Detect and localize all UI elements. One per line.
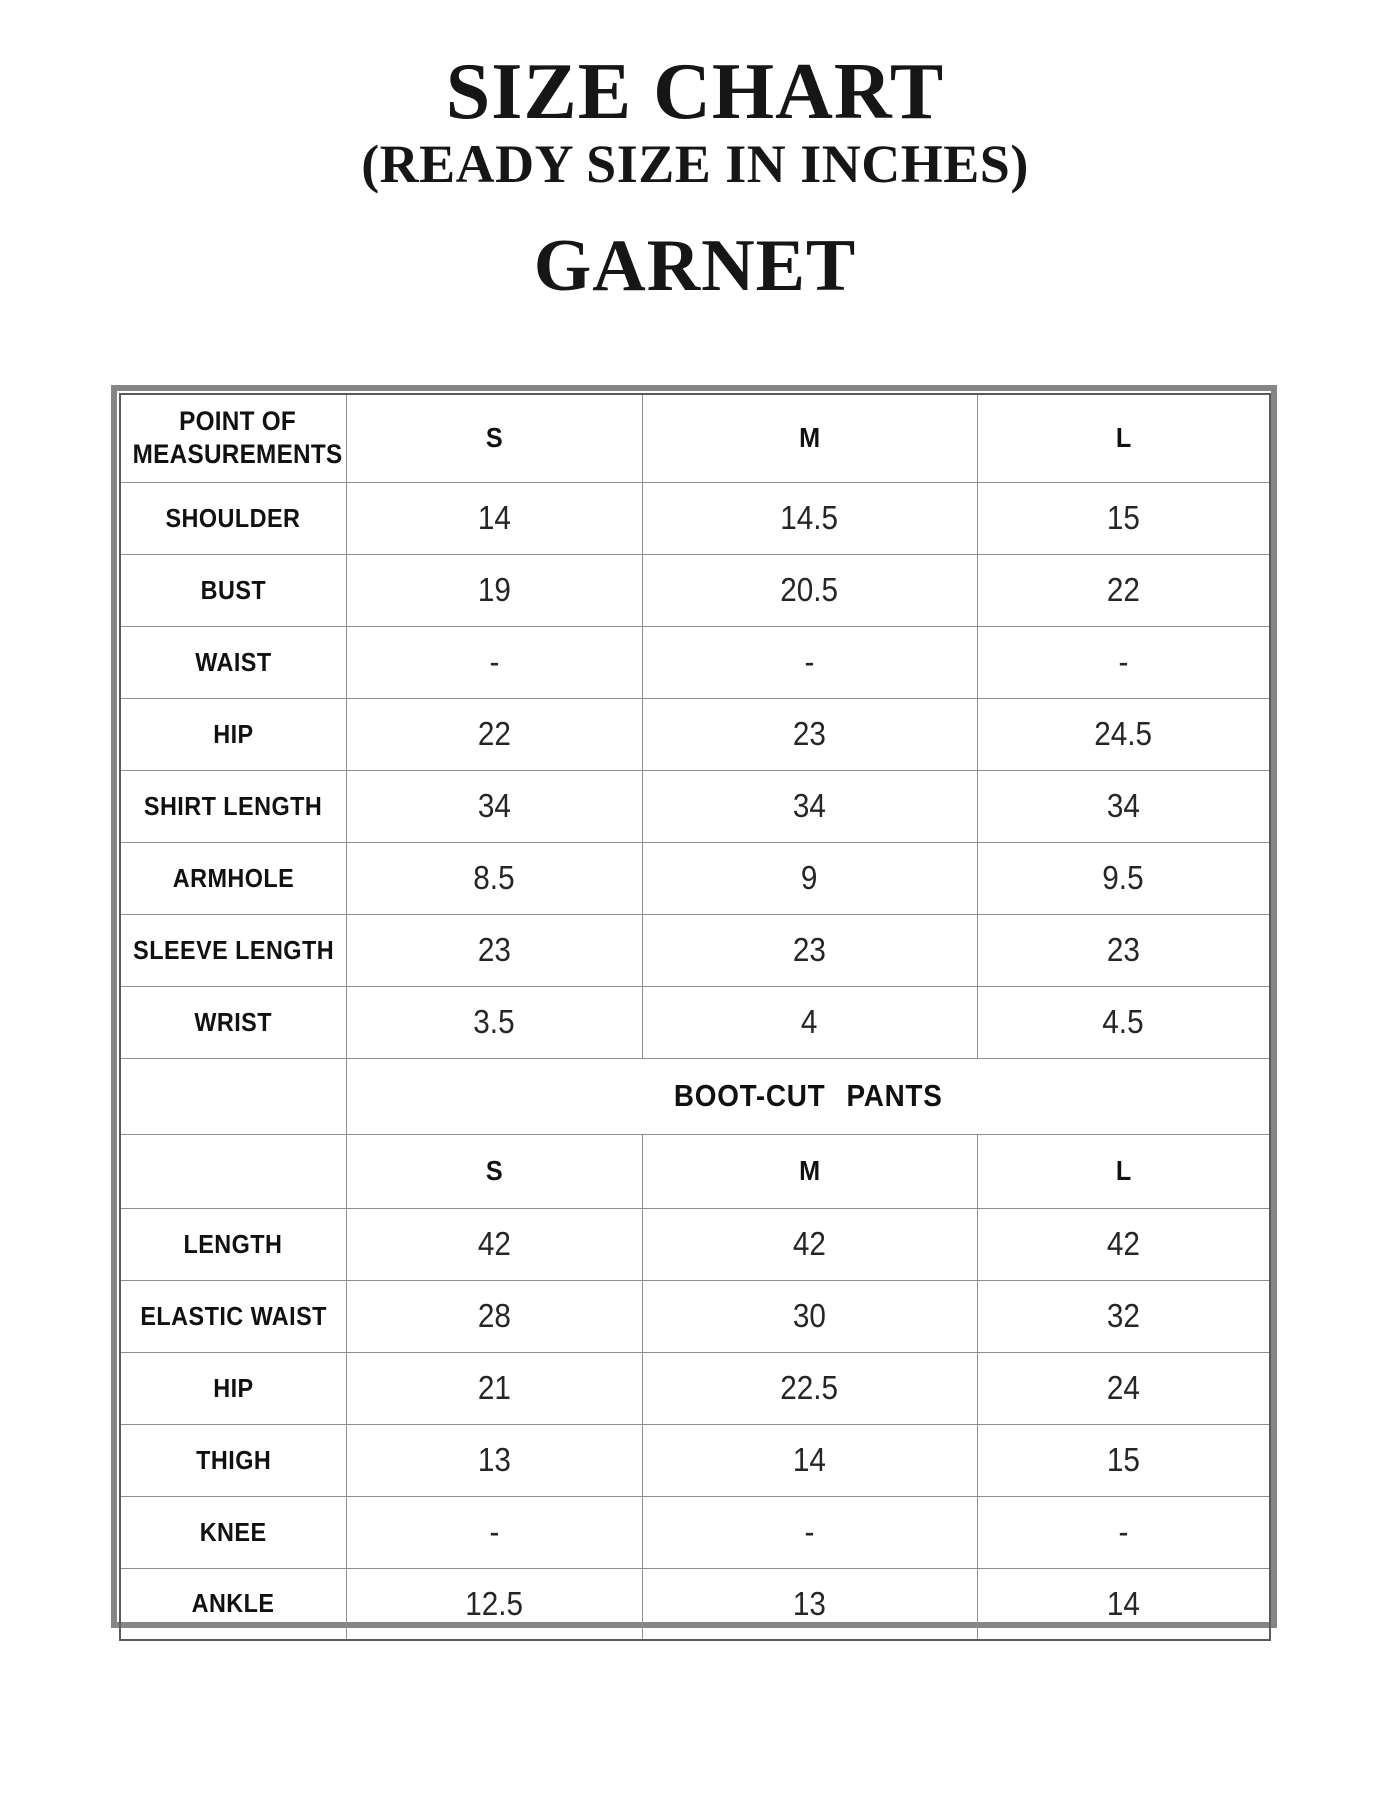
measurement-value: 24.5: [1094, 715, 1153, 752]
corner-header-cell: [120, 394, 346, 482]
pants-size-header-row: [120, 1134, 1270, 1208]
measurement-value: 9: [801, 859, 818, 896]
value-cell-l: [977, 842, 1270, 914]
measurement-label: ARMHOLE: [172, 862, 294, 893]
pants-section-body: [120, 1058, 1270, 1208]
measurement-value: 15: [1106, 1441, 1140, 1478]
value-cell-l: [977, 1424, 1270, 1496]
value-cell-m: [642, 1352, 977, 1424]
table-row: [120, 770, 1270, 842]
value-cell-m: [642, 1568, 977, 1640]
table-row: [120, 842, 1270, 914]
value-cell-m: [642, 986, 977, 1058]
pants-column-header-s-label: S: [485, 1155, 503, 1186]
value-cell-l: [977, 1352, 1270, 1424]
measurement-label-cell: [120, 626, 346, 698]
value-cell-s: [346, 1352, 642, 1424]
value-cell-m: [642, 482, 977, 554]
section-title-row: [120, 1058, 1270, 1134]
value-cell-s: [346, 914, 642, 986]
measurement-value: 23: [792, 715, 827, 752]
measurement-label-cell: [120, 1568, 346, 1640]
measurement-label: LENGTH: [183, 1228, 283, 1259]
column-header-l: [977, 394, 1270, 482]
measurement-label-cell: [120, 914, 346, 986]
corner-header-line1: POINT OF: [179, 406, 297, 437]
measurement-value: 15: [1106, 499, 1140, 536]
measurement-value: -: [804, 1513, 815, 1550]
table-row: [120, 482, 1270, 554]
value-cell-s: [346, 1496, 642, 1568]
value-cell-m: [642, 842, 977, 914]
column-header-m-label: M: [798, 422, 820, 454]
measurement-label: SHOULDER: [165, 502, 301, 533]
measurement-label: WRIST: [194, 1006, 273, 1037]
value-cell-m: [642, 698, 977, 770]
table-row: [120, 1424, 1270, 1496]
value-cell-m: [642, 1280, 977, 1352]
measurement-label: BUST: [200, 574, 267, 605]
pants-column-header-l-label: L: [1115, 1155, 1131, 1186]
table-row: [120, 1568, 1270, 1640]
value-cell-m: [642, 914, 977, 986]
measurement-value: 19: [477, 571, 511, 608]
measurement-label-cell: [120, 482, 346, 554]
measurement-value: 12.5: [465, 1584, 523, 1622]
pants-header-empty-cell: [120, 1134, 346, 1208]
measurement-label: KNEE: [199, 1516, 267, 1547]
measurement-value: 14: [1106, 1584, 1140, 1622]
measurement-value: 24: [1106, 1369, 1140, 1406]
measurement-label-cell: [120, 1208, 346, 1280]
value-cell-s: [346, 554, 642, 626]
measurement-value: 14: [477, 499, 511, 536]
measurement-label-cell: [120, 1280, 346, 1352]
measurement-label: SLEEVE LENGTH: [132, 934, 334, 965]
column-header-s: [346, 394, 642, 482]
size-table-frame: [111, 385, 1277, 1628]
pants-column-header-l: [977, 1134, 1270, 1208]
value-cell-s: [346, 1424, 642, 1496]
corner-header-label: [133, 405, 343, 471]
measurement-label: WAIST: [195, 646, 272, 677]
table-row: [120, 1352, 1270, 1424]
measurement-value: -: [804, 643, 815, 680]
value-cell-s: [346, 770, 642, 842]
measurement-value: 13: [792, 1584, 827, 1622]
measurement-value: 23: [477, 931, 511, 968]
table-row: [120, 1280, 1270, 1352]
page-subtitle: (READY SIZE IN INCHES): [361, 134, 1029, 194]
value-cell-l: [977, 554, 1270, 626]
column-header-l-label: L: [1115, 422, 1131, 454]
measurement-value: 14: [792, 1441, 827, 1478]
corner-header-line2: MEASUREMENTS: [132, 439, 343, 470]
size-table: [119, 393, 1271, 1641]
measurement-value: 22: [1106, 571, 1140, 608]
value-cell-l: [977, 770, 1270, 842]
measurement-value: 34: [792, 787, 827, 824]
section-title-label: BOOT-CUT PANTS: [673, 1078, 943, 1113]
measurement-label-cell: [120, 554, 346, 626]
product-name: GARNET: [533, 224, 857, 307]
value-cell-l: [977, 1568, 1270, 1640]
value-cell-l: [977, 986, 1270, 1058]
table-row: [120, 1496, 1270, 1568]
value-cell-s: [346, 626, 642, 698]
table-row: [120, 698, 1270, 770]
measurement-value: 23: [1106, 931, 1140, 968]
pants-column-header-m-label: M: [798, 1155, 820, 1186]
value-cell-s: [346, 698, 642, 770]
value-cell-s: [346, 986, 642, 1058]
measurement-label: ELASTIC WAIST: [139, 1300, 327, 1331]
table-row: [120, 1208, 1270, 1280]
value-cell-s: [346, 842, 642, 914]
measurement-label: SHIRT LENGTH: [144, 790, 323, 821]
measurement-value: 32: [1106, 1297, 1140, 1334]
section-empty-cell: [120, 1058, 346, 1134]
measurement-value: 22: [477, 715, 511, 752]
measurement-label-cell: [120, 842, 346, 914]
measurement-value: -: [489, 1513, 499, 1550]
value-cell-l: [977, 914, 1270, 986]
measurement-value: 34: [477, 787, 511, 824]
table-row: [120, 986, 1270, 1058]
measurement-value: -: [1118, 643, 1129, 680]
measurement-value: 42: [477, 1225, 511, 1262]
value-cell-m: [642, 1496, 977, 1568]
value-cell-m: [642, 1424, 977, 1496]
measurement-label: HIP: [213, 1372, 254, 1403]
measurement-value: 4.5: [1102, 1003, 1144, 1040]
value-cell-l: [977, 1496, 1270, 1568]
heading-block: [0, 0, 1390, 307]
table-row: [120, 554, 1270, 626]
value-cell-s: [346, 482, 642, 554]
size-table-header: [120, 394, 1270, 482]
measurement-value: -: [1118, 1513, 1129, 1550]
measurement-value: 14.5: [780, 499, 839, 536]
column-header-s-label: S: [485, 422, 503, 454]
measurement-value: 30: [792, 1297, 827, 1334]
measurement-value: 22.5: [780, 1369, 839, 1406]
measurement-value: 13: [477, 1441, 511, 1478]
measurement-label-cell: [120, 1424, 346, 1496]
measurement-value: 3.5: [473, 1003, 515, 1040]
value-cell-s: [346, 1280, 642, 1352]
measurement-value: -: [489, 643, 499, 680]
pants-column-header-s: [346, 1134, 642, 1208]
value-cell-l: [977, 626, 1270, 698]
value-cell-l: [977, 698, 1270, 770]
measurement-value: 21: [477, 1369, 511, 1406]
value-cell-s: [346, 1568, 642, 1640]
measurement-value: 28: [477, 1297, 511, 1334]
value-cell-m: [642, 554, 977, 626]
column-header-m: [642, 394, 977, 482]
pants-column-header-m: [642, 1134, 977, 1208]
measurement-value: 8.5: [473, 859, 515, 896]
measurement-label-cell: [120, 698, 346, 770]
measurement-label: THIGH: [195, 1444, 271, 1475]
measurement-value: 42: [1106, 1225, 1140, 1262]
table-row: [120, 626, 1270, 698]
measurement-value: 23: [792, 931, 827, 968]
value-cell-m: [642, 770, 977, 842]
measurement-value: 42: [792, 1225, 827, 1262]
table-row: [120, 914, 1270, 986]
value-cell-l: [977, 482, 1270, 554]
measurement-label-cell: [120, 1352, 346, 1424]
measurement-value: 20.5: [780, 571, 839, 608]
measurement-label-cell: [120, 770, 346, 842]
table-header-row: [120, 394, 1270, 482]
pants-measurements-body: [120, 1208, 1270, 1640]
measurement-value: 9.5: [1102, 859, 1144, 896]
value-cell-l: [977, 1280, 1270, 1352]
measurement-label: HIP: [213, 718, 254, 749]
shirt-measurements-body: [120, 482, 1270, 1058]
measurement-label-cell: [120, 1496, 346, 1568]
measurement-label: ANKLE: [191, 1588, 275, 1619]
measurement-value: 34: [1106, 787, 1140, 824]
measurement-label-cell: [120, 986, 346, 1058]
value-cell-s: [346, 1208, 642, 1280]
value-cell-l: [977, 1208, 1270, 1280]
measurement-value: 4: [801, 1003, 818, 1040]
value-cell-m: [642, 1208, 977, 1280]
section-title-cell: [346, 1058, 1270, 1134]
value-cell-m: [642, 626, 977, 698]
page-title: SIZE CHART: [445, 48, 945, 136]
